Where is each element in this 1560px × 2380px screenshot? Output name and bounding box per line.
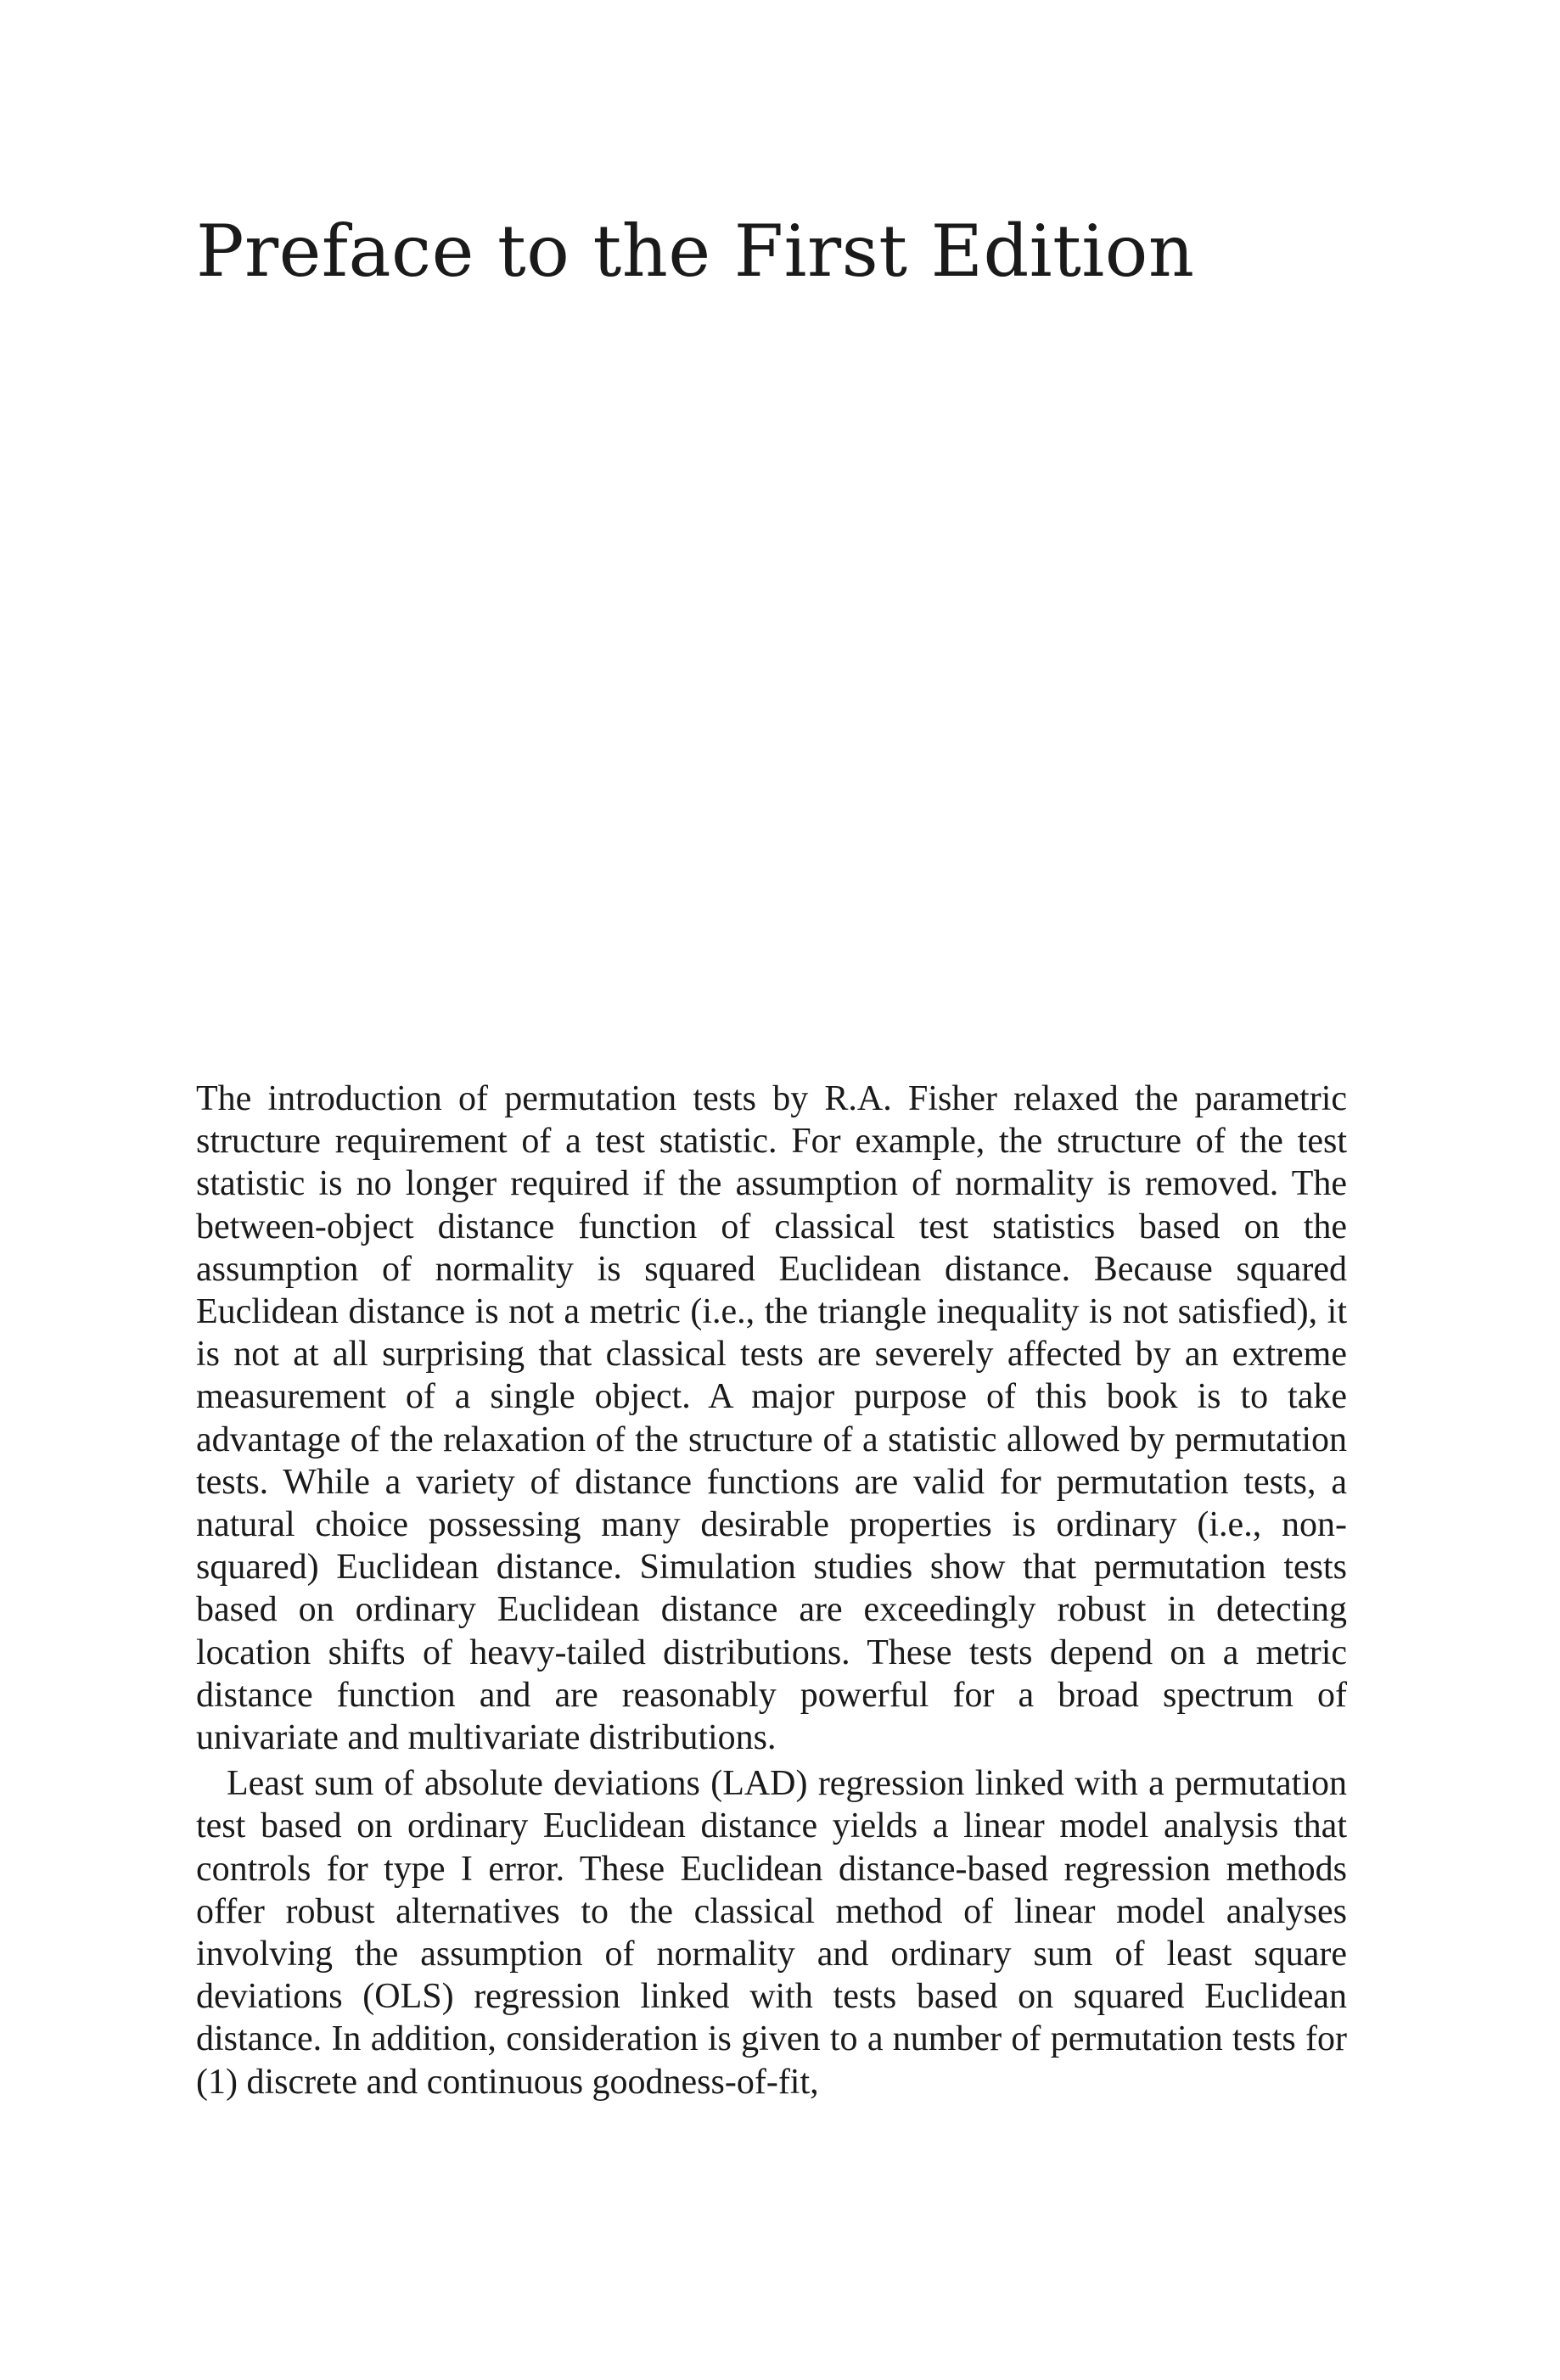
paragraph-1: The introduction of permutation tests by R.A. Fisher relaxed the parametric structure requirement of a test statistic. For example, the structure of the test statistic is no longer required if the assumption of normality is removed. The between-object distance function of classical test statistics based on the assumption of normality is squared Euclidean distance. Because squared Euclidean distance is not a metric (i.e., the triangle inequality is not satisfied), it is not at all surprising that classical tests are severely affected by an extreme measurement of a single object. A major purpose of this book is to take advantage of the relaxation of the structure of a statistic allowed by permutation tests. While a variety of distance functions are valid for permutation tests, a natural choice possessing many desirable properties is ordinary (i.e., non-squared) Euclidean distance. Simulation studies show that permutation tests based on ordinary Euclidean distance are exceedingly robust in detecting location shifts of heavy-tailed distributions. These tests depend on a metric distance function and are reasonably powerful for a broad spectrum of univariate and multivariate distributions. (196, 1079, 1347, 1758)
paragraph-2: Least sum of absolute deviations (LAD) regression linked with a permutation test based on ordinary Euclidean distance yields a linear model analysis that controls for type I error. These Euclidean distance-based regression methods offer robust alternatives to the classical method of linear model analyses involving the assumption of normality and ordinary sum of least square deviations (OLS) regression linked with tests based on squared Euclidean distance. In addition, consideration is given to a number of permutation tests for (1) discrete and continuous goodness-of-fit, (196, 1764, 1347, 2102)
chapter-title: Preface to the First Edition (196, 210, 1195, 293)
body-text (196, 1078, 1347, 2103)
